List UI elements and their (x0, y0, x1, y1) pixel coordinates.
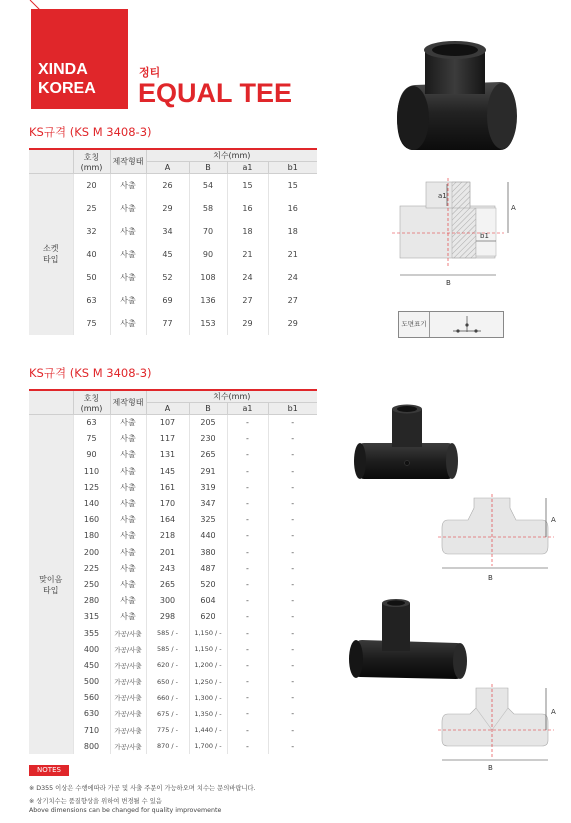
type-label-line2: 타입 (43, 585, 59, 595)
table-row (29, 415, 317, 431)
table-cell: - (227, 690, 268, 706)
notes-badge: NOTES (29, 765, 69, 776)
table-cell: 620 (189, 609, 227, 625)
dims-header: 치수(mm) (146, 390, 317, 403)
method-header: 제작형태 (110, 390, 146, 415)
table-cell: 153 (189, 312, 227, 335)
table-cell: 1,440 / - (189, 722, 227, 738)
table-cell: - (268, 431, 317, 447)
table-cell: 사출 (110, 495, 146, 511)
table-cell: 40 (73, 243, 110, 266)
legend-symbol-icon (447, 316, 487, 334)
table-cell: - (227, 706, 268, 722)
note-line-2: ※ 상기치수는 품질향상을 위하여 변경될 수 있음 (29, 798, 162, 805)
large-tee-photo (342, 595, 472, 690)
table-row (29, 560, 317, 576)
table-cell: - (268, 544, 317, 560)
type-label-line2: 타입 (43, 255, 59, 265)
table-cell: 604 (189, 593, 227, 609)
table-cell: 63 (73, 289, 110, 312)
table-cell: 52 (146, 266, 189, 289)
table-cell: 가공/사출 (110, 690, 146, 706)
table-cell: 사출 (110, 312, 146, 335)
table-row (29, 495, 317, 511)
table-cell: 1,300 / - (189, 690, 227, 706)
table-row (29, 512, 317, 528)
table-cell: - (227, 512, 268, 528)
label-b1: b1 (480, 232, 489, 240)
table-cell: 136 (189, 289, 227, 312)
table-cell: 315 (73, 609, 110, 625)
brand-box (31, 9, 128, 109)
table-cell: - (268, 479, 317, 495)
table-cell: 사출 (110, 220, 146, 243)
table-cell: 가공/사출 (110, 657, 146, 673)
table-cell: 26 (146, 174, 189, 197)
table-cell: 380 (189, 544, 227, 560)
method-header: 제작형태 (110, 149, 146, 174)
table-cell: 사출 (110, 289, 146, 312)
label-A: A (551, 516, 556, 524)
table-row (29, 690, 317, 706)
type-cell-socket (29, 174, 73, 335)
table-cell: 355 (73, 625, 110, 641)
table-cell: 200 (73, 544, 110, 560)
table-cell: 400 (73, 641, 110, 657)
table-cell: 21 (227, 243, 268, 266)
table-row (29, 609, 317, 625)
table-row (29, 576, 317, 592)
table-row (29, 544, 317, 560)
label-B: B (488, 764, 493, 772)
table-cell: 110 (73, 463, 110, 479)
brand-line-2: KOREA (38, 80, 96, 97)
label-B: B (488, 574, 493, 582)
table-cell: 사출 (110, 243, 146, 266)
table-row (29, 625, 317, 641)
table-row (29, 593, 317, 609)
table-cell: 사출 (110, 174, 146, 197)
table-cell: 27 (227, 289, 268, 312)
table-cell: 450 (73, 657, 110, 673)
table-row (29, 674, 317, 690)
table-cell: - (227, 609, 268, 625)
table-cell: 280 (73, 593, 110, 609)
table-cell: - (268, 706, 317, 722)
table-cell: 사출 (110, 544, 146, 560)
table-cell: - (268, 690, 317, 706)
table-cell: - (268, 657, 317, 673)
table-cell: - (227, 431, 268, 447)
table-cell: 가공/사출 (110, 722, 146, 738)
table-cell: 180 (73, 528, 110, 544)
table-cell: 사출 (110, 447, 146, 463)
table-cell: 630 (73, 706, 110, 722)
table-cell: 620 / - (146, 657, 189, 673)
table-cell: 265 (146, 576, 189, 592)
table-cell: 50 (73, 266, 110, 289)
table-row (29, 641, 317, 657)
table-cell: - (268, 447, 317, 463)
table-cell: 29 (227, 312, 268, 335)
table-cell: 291 (189, 463, 227, 479)
table-cell: 27 (268, 289, 317, 312)
legend-label: 도면표기 (399, 312, 430, 337)
table-cell: - (227, 641, 268, 657)
table-cell: 230 (189, 431, 227, 447)
table-cell: 218 (146, 528, 189, 544)
brand-line-1: XINDA (38, 61, 88, 78)
table-cell: - (268, 463, 317, 479)
table-cell: - (268, 415, 317, 431)
table-cell: 90 (189, 243, 227, 266)
table-cell: 775 / - (146, 722, 189, 738)
table-cell: - (227, 674, 268, 690)
table-cell: 사출 (110, 576, 146, 592)
table-cell: 34 (146, 220, 189, 243)
table-cell: 160 (73, 512, 110, 528)
table-cell: 585 / - (146, 625, 189, 641)
table-cell: - (227, 495, 268, 511)
table-cell: 440 (189, 528, 227, 544)
col-a-header: A (146, 162, 189, 174)
table-cell: 675 / - (146, 706, 189, 722)
label-B: B (446, 279, 451, 287)
table-cell: 20 (73, 174, 110, 197)
table-cell: 650 / - (146, 674, 189, 690)
table-cell: 가공/사출 (110, 706, 146, 722)
col-a-header: A (146, 403, 189, 415)
table-cell: 145 (146, 463, 189, 479)
table-cell: - (227, 415, 268, 431)
table-cell: - (268, 625, 317, 641)
table-cell: 201 (146, 544, 189, 560)
table-cell: 45 (146, 243, 189, 266)
table-cell: 487 (189, 560, 227, 576)
table-cell: 75 (73, 431, 110, 447)
type-label-line1: 맞이음 (39, 574, 63, 584)
table-cell: 1,150 / - (189, 641, 227, 657)
table-cell: 사출 (110, 512, 146, 528)
table-cell: 800 (73, 738, 110, 754)
table-row (29, 431, 317, 447)
table-cell: - (227, 625, 268, 641)
table-cell: 58 (189, 197, 227, 220)
table-cell: 24 (227, 266, 268, 289)
table-cell: 29 (146, 197, 189, 220)
socket-dimension-diagram (392, 178, 522, 290)
table-cell: 사출 (110, 609, 146, 625)
table-cell: 1,700 / - (189, 738, 227, 754)
title-korean: 정티 (139, 66, 161, 79)
table-cell: - (268, 609, 317, 625)
table-cell: 16 (268, 197, 317, 220)
table-cell: 710 (73, 722, 110, 738)
table-cell: 32 (73, 220, 110, 243)
col-b1-header: b1 (268, 403, 317, 415)
type-cell-butt (29, 415, 73, 755)
label-A: A (551, 708, 556, 716)
table-cell: - (268, 512, 317, 528)
table-cell: - (227, 657, 268, 673)
table-cell: 250 (73, 576, 110, 592)
label-A: A (511, 204, 516, 212)
table-cell: 1,350 / - (189, 706, 227, 722)
table-cell: 70 (189, 220, 227, 243)
table-cell: - (268, 576, 317, 592)
col-b-header: B (189, 403, 227, 415)
table-cell: 298 (146, 609, 189, 625)
table-cell: - (268, 738, 317, 754)
label-a1: a1 (438, 192, 447, 200)
table-cell: 사출 (110, 415, 146, 431)
table-cell: 170 (146, 495, 189, 511)
table-cell: 347 (189, 495, 227, 511)
butt-spec-table (29, 389, 317, 754)
table-cell: - (227, 593, 268, 609)
table-cell: - (227, 576, 268, 592)
table-cell: - (227, 463, 268, 479)
section-title-2: KS규격 (KS M 3408-3) (29, 366, 152, 380)
table-cell: 1,200 / - (189, 657, 227, 673)
butt-tee-photo (352, 403, 462, 483)
table-cell: 18 (227, 220, 268, 243)
table-cell: 243 (146, 560, 189, 576)
table-cell: 75 (73, 312, 110, 335)
table-cell: - (268, 722, 317, 738)
table-cell: 사출 (110, 463, 146, 479)
table-cell: 870 / - (146, 738, 189, 754)
table-row (29, 528, 317, 544)
table-cell: - (227, 528, 268, 544)
table-cell: - (268, 560, 317, 576)
nominal-header: 호칭(mm) (73, 390, 110, 415)
col-b-header: B (189, 162, 227, 174)
page-title: EQUAL TEE (138, 78, 293, 108)
table-cell: 16 (227, 197, 268, 220)
table-cell: 1,150 / - (189, 625, 227, 641)
table-cell: 164 (146, 512, 189, 528)
table-cell: 325 (189, 512, 227, 528)
table-cell: 205 (189, 415, 227, 431)
table-cell: 25 (73, 197, 110, 220)
table-cell: 107 (146, 415, 189, 431)
type-header (29, 149, 73, 174)
table-cell: - (227, 738, 268, 754)
table-cell: 가공/사출 (110, 674, 146, 690)
table-cell: 520 (189, 576, 227, 592)
table-cell: 21 (268, 243, 317, 266)
table-row (29, 657, 317, 673)
table-cell: - (227, 560, 268, 576)
table-cell: 77 (146, 312, 189, 335)
table-cell: - (268, 674, 317, 690)
butt-dimension-diagram-2 (438, 684, 562, 776)
table-cell: 29 (268, 312, 317, 335)
socket-spec-table (29, 148, 317, 335)
type-header (29, 390, 73, 415)
table-cell: 319 (189, 479, 227, 495)
dims-header: 치수(mm) (146, 149, 317, 162)
table-cell: 사출 (110, 266, 146, 289)
table-cell: - (268, 495, 317, 511)
table-cell: 300 (146, 593, 189, 609)
table-cell: 63 (73, 415, 110, 431)
table-cell: 15 (227, 174, 268, 197)
table-cell: - (268, 641, 317, 657)
table-row (29, 463, 317, 479)
col-b1-header: b1 (268, 162, 317, 174)
table-cell: - (268, 593, 317, 609)
col-a1-header: a1 (227, 403, 268, 415)
table-cell: 69 (146, 289, 189, 312)
table-row (29, 447, 317, 463)
table-cell: 사출 (110, 479, 146, 495)
table-cell: 225 (73, 560, 110, 576)
table-cell: - (268, 528, 317, 544)
table-cell: 90 (73, 447, 110, 463)
table-cell: 660 / - (146, 690, 189, 706)
table-cell: - (227, 722, 268, 738)
type-label-line1: 소켓 (43, 244, 59, 254)
table-cell: 560 (73, 690, 110, 706)
butt-table-body (29, 415, 317, 755)
table-cell: 125 (73, 479, 110, 495)
table-row (29, 738, 317, 754)
table-cell: 사출 (110, 528, 146, 544)
table-cell: 사출 (110, 197, 146, 220)
table-cell: 가공/사출 (110, 641, 146, 657)
table-row (29, 479, 317, 495)
table-cell: 108 (189, 266, 227, 289)
table-cell: 사출 (110, 431, 146, 447)
table-cell: 가공/사출 (110, 625, 146, 641)
table-cell: - (227, 447, 268, 463)
table-cell: 161 (146, 479, 189, 495)
table-row (29, 722, 317, 738)
butt-dimension-diagram-1 (438, 494, 562, 586)
note-line-3: Above dimensions can be changed for quality improvemente (29, 807, 222, 814)
table-cell: 585 / - (146, 641, 189, 657)
col-a1-header: a1 (227, 162, 268, 174)
table-row (29, 706, 317, 722)
table-cell: 1,250 / - (189, 674, 227, 690)
note-line-1: ※ D355 이상은 수행에따라 가공 및 사출 주문이 가능하오며 치수는 문의바랍니다. (29, 785, 256, 792)
drawing-legend-box (398, 311, 504, 338)
nominal-header: 호칭(mm) (73, 149, 110, 174)
table-cell: - (227, 479, 268, 495)
table-cell: 15 (268, 174, 317, 197)
table-cell: 54 (189, 174, 227, 197)
section-title-1: KS규격 (KS M 3408-3) (29, 125, 152, 139)
table-cell: 265 (189, 447, 227, 463)
table-cell: 사출 (110, 560, 146, 576)
socket-tee-photo (380, 38, 530, 158)
table-cell: - (227, 544, 268, 560)
table-cell: 가공/사출 (110, 738, 146, 754)
table-cell: 117 (146, 431, 189, 447)
table-cell: 140 (73, 495, 110, 511)
table-cell: 131 (146, 447, 189, 463)
table-cell: 500 (73, 674, 110, 690)
table-cell: 24 (268, 266, 317, 289)
table-cell: 사출 (110, 593, 146, 609)
table-cell: 18 (268, 220, 317, 243)
